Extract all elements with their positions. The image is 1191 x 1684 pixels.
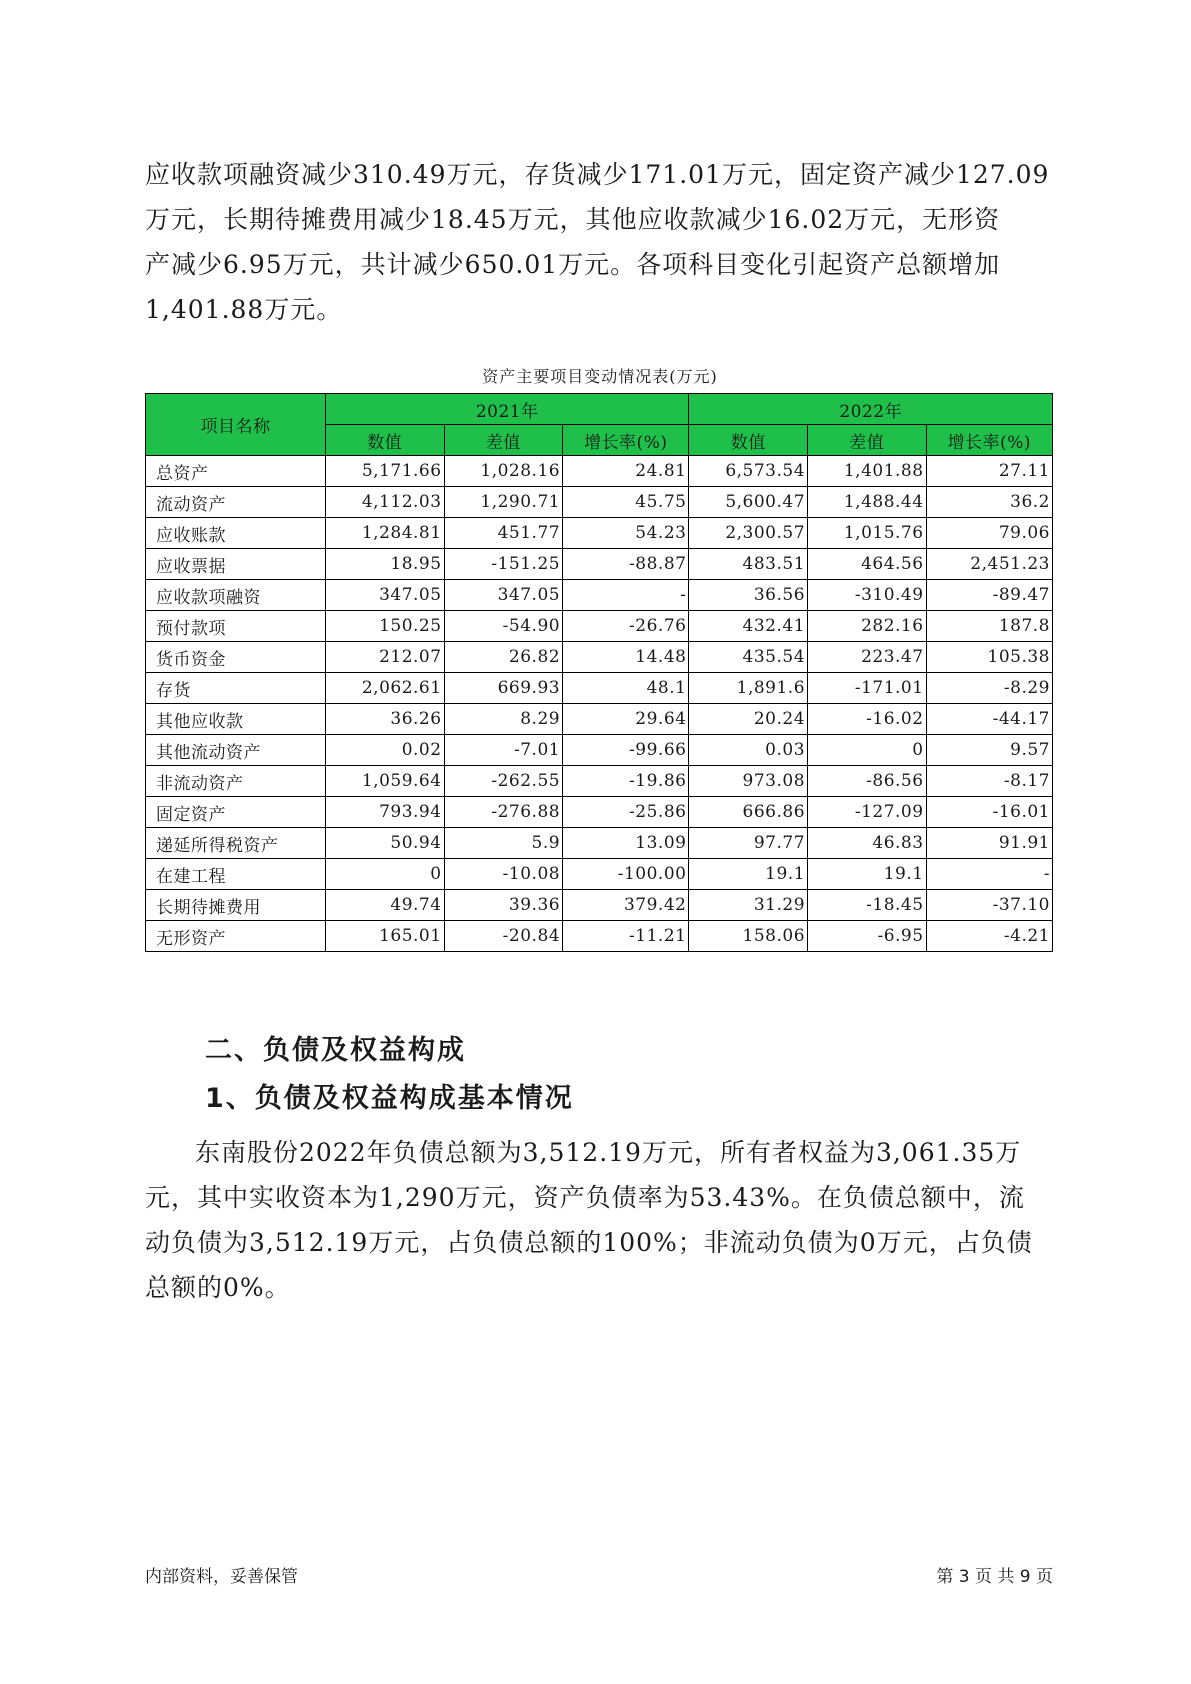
cell-d22: 1,015.76	[808, 518, 927, 549]
cell-d22: -86.56	[808, 766, 927, 797]
cell-v22: 19.1	[689, 859, 808, 890]
cell-g22: 9.57	[926, 735, 1052, 766]
cell-d22: -310.49	[808, 580, 927, 611]
row-item-name: 长期待摊费用	[146, 890, 326, 921]
cell-v21: 1,059.64	[326, 766, 445, 797]
cell-g22: -4.21	[926, 921, 1052, 952]
header-growth-2022: 增长率(%)	[926, 425, 1052, 456]
cell-d22: 19.1	[808, 859, 927, 890]
cell-d21: 451.77	[444, 518, 563, 549]
cell-d21: 39.36	[444, 890, 563, 921]
asset-change-table	[145, 393, 1053, 952]
row-item-name: 其他应收款	[146, 704, 326, 735]
cell-g21: 45.75	[563, 487, 689, 518]
cell-g22: 187.8	[926, 611, 1052, 642]
cell-g22: 36.2	[926, 487, 1052, 518]
intro-line-4: 1,401.88万元。	[145, 295, 343, 324]
table-row	[146, 549, 1053, 580]
cell-d21: 1,028.16	[444, 456, 563, 487]
cell-g21: 48.1	[563, 673, 689, 704]
cell-g21: -88.87	[563, 549, 689, 580]
cell-g21: 379.42	[563, 890, 689, 921]
cell-d22: 282.16	[808, 611, 927, 642]
header-value-2022: 数值	[689, 425, 808, 456]
cell-d22: 464.56	[808, 549, 927, 580]
cell-g21: -25.86	[563, 797, 689, 828]
row-item-name: 其他流动资产	[146, 735, 326, 766]
table-caption: 资产主要项目变动情况表(万元)	[482, 367, 718, 386]
table-row	[146, 828, 1053, 859]
cell-v21: 2,062.61	[326, 673, 445, 704]
cell-g22: -16.01	[926, 797, 1052, 828]
table-row	[146, 797, 1053, 828]
cell-d21: 26.82	[444, 642, 563, 673]
row-item-name: 在建工程	[146, 859, 326, 890]
cell-v22: 1,891.6	[689, 673, 808, 704]
cell-d21: -10.08	[444, 859, 563, 890]
cell-g21: 13.09	[563, 828, 689, 859]
cell-v22: 20.24	[689, 704, 808, 735]
cell-v21: 36.26	[326, 704, 445, 735]
row-item-name: 流动资产	[146, 487, 326, 518]
cell-v22: 0.03	[689, 735, 808, 766]
cell-d21: -151.25	[444, 549, 563, 580]
header-growth-2021: 增长率(%)	[563, 425, 689, 456]
row-item-name: 固定资产	[146, 797, 326, 828]
header-year-2021: 2021年	[326, 394, 689, 425]
cell-d21: -20.84	[444, 921, 563, 952]
cell-v21: 793.94	[326, 797, 445, 828]
row-item-name: 应收账款	[146, 518, 326, 549]
cell-v21: 347.05	[326, 580, 445, 611]
cell-d22: 0	[808, 735, 927, 766]
cell-v22: 31.29	[689, 890, 808, 921]
cell-v22: 435.54	[689, 642, 808, 673]
cell-v21: 1,284.81	[326, 518, 445, 549]
cell-d21: 347.05	[444, 580, 563, 611]
row-item-name: 货币资金	[146, 642, 326, 673]
row-item-name: 无形资产	[146, 921, 326, 952]
cell-v21: 150.25	[326, 611, 445, 642]
liability-line-3: 动负债为3,512.19万元，占负债总额的100%；非流动负债为0万元，占负债	[145, 1228, 1033, 1257]
cell-d21: 1,290.71	[444, 487, 563, 518]
row-item-name: 存货	[146, 673, 326, 704]
cell-g22: 2,451.23	[926, 549, 1052, 580]
table-row	[146, 921, 1053, 952]
cell-g21: 29.64	[563, 704, 689, 735]
cell-v22: 483.51	[689, 549, 808, 580]
cell-g22: -	[926, 859, 1052, 890]
cell-g21: -26.76	[563, 611, 689, 642]
row-item-name: 非流动资产	[146, 766, 326, 797]
header-value-2021: 数值	[326, 425, 445, 456]
cell-d22: 223.47	[808, 642, 927, 673]
cell-d22: -171.01	[808, 673, 927, 704]
cell-d22: -16.02	[808, 704, 927, 735]
row-item-name: 预付款项	[146, 611, 326, 642]
cell-g21: -100.00	[563, 859, 689, 890]
cell-g21: -19.86	[563, 766, 689, 797]
cell-d21: -7.01	[444, 735, 563, 766]
cell-v22: 973.08	[689, 766, 808, 797]
liability-line-2: 元，其中实收资本为1,290万元，资产负债率为53.43%。在负债总额中，流	[145, 1183, 1025, 1212]
footer-page-number: 第 3 页 共 9 页	[936, 1567, 1053, 1587]
row-item-name: 总资产	[146, 456, 326, 487]
cell-v21: 18.95	[326, 549, 445, 580]
header-diff-2022: 差值	[808, 425, 927, 456]
cell-g22: 27.11	[926, 456, 1052, 487]
liability-line-1: 东南股份2022年负债总额为3,512.19万元，所有者权益为3,061.35万	[195, 1138, 1022, 1167]
table-row	[146, 766, 1053, 797]
cell-g22: 79.06	[926, 518, 1052, 549]
cell-v21: 5,171.66	[326, 456, 445, 487]
cell-d22: 46.83	[808, 828, 927, 859]
table-row	[146, 518, 1053, 549]
cell-d22: 1,401.88	[808, 456, 927, 487]
cell-v22: 6,573.54	[689, 456, 808, 487]
cell-g22: -8.17	[926, 766, 1052, 797]
row-item-name: 应收票据	[146, 549, 326, 580]
cell-g21: -99.66	[563, 735, 689, 766]
cell-d22: -18.45	[808, 890, 927, 921]
cell-d21: -54.90	[444, 611, 563, 642]
cell-v21: 0.02	[326, 735, 445, 766]
cell-g22: -44.17	[926, 704, 1052, 735]
section-heading: 二、负债及权益构成	[205, 1035, 466, 1066]
subsection-heading: 1、负债及权益构成基本情况	[205, 1083, 574, 1114]
table-row	[146, 859, 1053, 890]
cell-g22: -89.47	[926, 580, 1052, 611]
header-year-2022: 2022年	[689, 394, 1053, 425]
cell-v22: 2,300.57	[689, 518, 808, 549]
cell-v22: 5,600.47	[689, 487, 808, 518]
cell-d21: -276.88	[444, 797, 563, 828]
cell-g21: -	[563, 580, 689, 611]
table-row	[146, 704, 1053, 735]
cell-g22: 105.38	[926, 642, 1052, 673]
liability-line-4: 总额的0%。	[145, 1273, 291, 1302]
cell-d21: 5.9	[444, 828, 563, 859]
table-row	[146, 456, 1053, 487]
row-item-name: 应收款项融资	[146, 580, 326, 611]
table-row	[146, 673, 1053, 704]
cell-g22: 91.91	[926, 828, 1052, 859]
cell-g21: 54.23	[563, 518, 689, 549]
cell-v21: 212.07	[326, 642, 445, 673]
header-diff-2021: 差值	[444, 425, 563, 456]
cell-g22: -8.29	[926, 673, 1052, 704]
intro-line-3: 产减少6.95万元，共计减少650.01万元。各项科目变化引起资产总额增加	[145, 250, 1001, 279]
cell-v22: 97.77	[689, 828, 808, 859]
intro-paragraph	[145, 152, 1055, 332]
intro-line-2: 万元，长期待摊费用减少18.45万元，其他应收款减少16.02万元，无形资	[145, 205, 1001, 234]
cell-g21: 24.81	[563, 456, 689, 487]
cell-d22: -127.09	[808, 797, 927, 828]
header-item-name: 项目名称	[146, 394, 326, 456]
cell-v21: 0	[326, 859, 445, 890]
cell-v21: 49.74	[326, 890, 445, 921]
table-row	[146, 890, 1053, 921]
table-row	[146, 642, 1053, 673]
cell-g21: 14.48	[563, 642, 689, 673]
liability-paragraph	[145, 1130, 1055, 1310]
cell-v22: 36.56	[689, 580, 808, 611]
cell-v21: 50.94	[326, 828, 445, 859]
cell-d21: -262.55	[444, 766, 563, 797]
cell-v22: 432.41	[689, 611, 808, 642]
cell-d21: 669.93	[444, 673, 563, 704]
cell-d22: 1,488.44	[808, 487, 927, 518]
cell-v21: 165.01	[326, 921, 445, 952]
cell-v21: 4,112.03	[326, 487, 445, 518]
cell-d21: 8.29	[444, 704, 563, 735]
table-row	[146, 611, 1053, 642]
table-body	[146, 456, 1053, 952]
cell-g22: -37.10	[926, 890, 1052, 921]
cell-d22: -6.95	[808, 921, 927, 952]
table-row	[146, 487, 1053, 518]
footer-confidential-note: 内部资料，妥善保管	[145, 1567, 298, 1587]
table-row	[146, 580, 1053, 611]
row-item-name: 递延所得税资产	[146, 828, 326, 859]
intro-line-1: 应收款项融资减少310.49万元，存货减少171.01万元，固定资产减少127.09	[145, 160, 1050, 189]
cell-g21: -11.21	[563, 921, 689, 952]
cell-v22: 666.86	[689, 797, 808, 828]
table-row	[146, 735, 1053, 766]
cell-v22: 158.06	[689, 921, 808, 952]
